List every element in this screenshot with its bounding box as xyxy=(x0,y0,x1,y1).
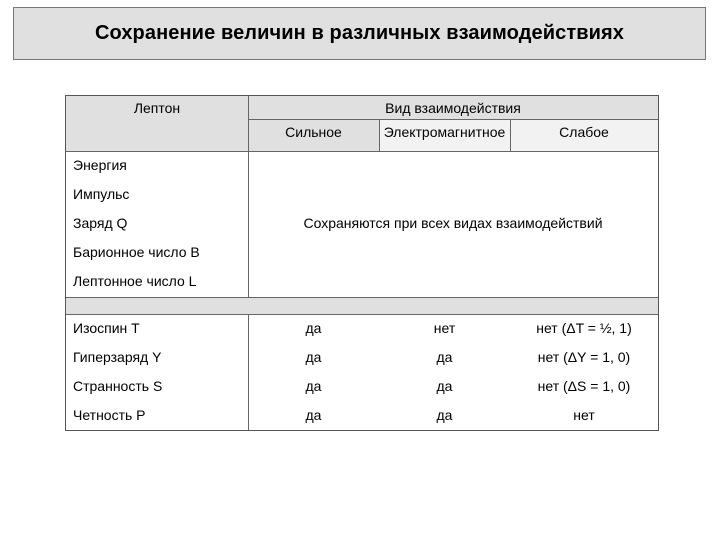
quantity-lepton-number: Лептонное число L xyxy=(73,273,197,289)
header-lepton: Лептон xyxy=(133,100,181,116)
quantity-momentum: Импульс xyxy=(73,186,130,202)
header-strong: Сильное xyxy=(285,124,342,140)
row-strangeness-strong: да xyxy=(305,378,322,394)
quantity-baryon-number: Барионное число B xyxy=(73,244,200,260)
row-strangeness-weak: нет (ΔS = 1, 0) xyxy=(537,378,631,394)
row-hypercharge-em: да xyxy=(436,349,453,365)
header-em: Электромагнитное xyxy=(383,124,506,140)
row-name-isospin: Изоспин T xyxy=(73,320,140,336)
row-hypercharge-weak: нет (ΔY = 1, 0) xyxy=(537,349,631,365)
row-name-strangeness: Странность S xyxy=(73,378,163,394)
slide-title-text: Сохранение величин в различных взаимодействиях xyxy=(94,22,625,44)
header-weak: Слабое xyxy=(559,124,609,140)
row-name-hypercharge: Гиперзаряд Y xyxy=(73,349,162,365)
separator-row xyxy=(66,297,658,314)
row-isospin-strong: да xyxy=(305,320,322,336)
row-isospin-em: нет xyxy=(433,320,456,336)
row-isospin-weak: нет (ΔT = ½, 1) xyxy=(536,320,632,336)
slide-title xyxy=(13,7,706,60)
quantity-charge: Заряд Q xyxy=(73,215,128,231)
row-parity-strong: да xyxy=(305,407,322,423)
row-parity-em: да xyxy=(436,407,453,423)
header-interaction-type: Вид взаимодействия xyxy=(385,100,521,116)
row-hypercharge-strong: да xyxy=(305,349,322,365)
conserved-statement: Сохраняются при всех видах взаимодействий xyxy=(303,215,603,231)
row-name-parity: Четность P xyxy=(73,407,146,423)
row-strangeness-em: да xyxy=(436,378,453,394)
conservation-table xyxy=(65,95,659,431)
row-parity-weak: нет xyxy=(573,407,595,423)
quantity-energy: Энергия xyxy=(73,157,127,173)
